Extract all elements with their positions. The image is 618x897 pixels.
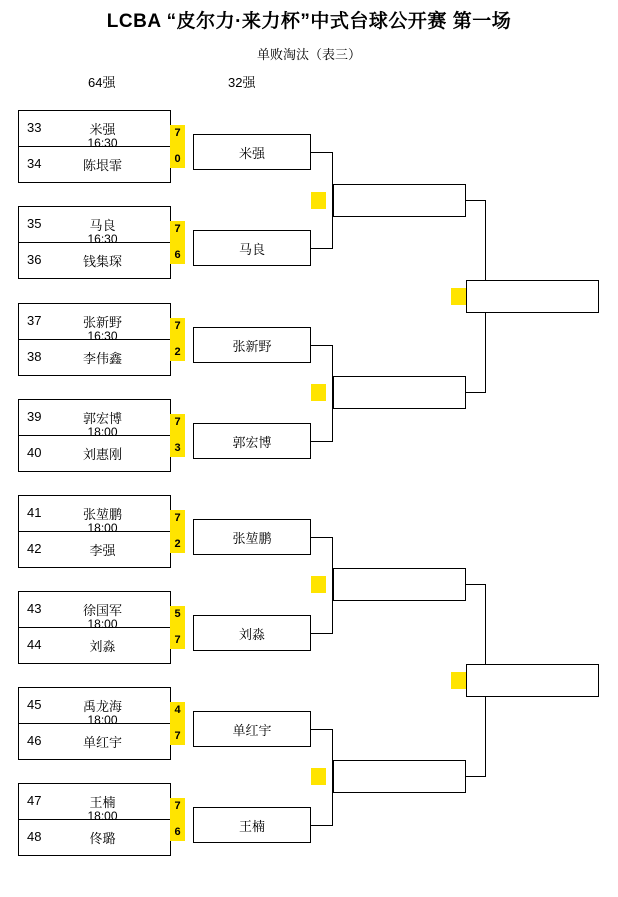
connector [466,200,486,201]
player-name: 刘淼 [89,639,116,654]
seed-number: 39 [27,409,42,424]
seed-number: 48 [27,829,42,844]
player-name: 刘惠刚 [82,447,122,462]
match-64-7[interactable] [18,687,171,760]
match-slot-bottom[interactable] [19,243,172,279]
match-64-2[interactable] [18,206,171,279]
player-name: 郭宏博 [232,435,272,450]
advance-marker [311,768,326,785]
column-header-64: 64强 [88,75,116,90]
score-box-6 [170,606,185,649]
match-time: 16:30 [87,136,118,150]
player-name: 单红宇 [232,723,272,738]
match-time: 18:00 [87,617,118,631]
match-slot-bottom[interactable] [19,147,172,183]
player-name: 佟璐 [89,831,116,846]
seed-number: 33 [27,120,42,135]
connector [311,633,333,634]
player-name: 王楠 [238,819,265,834]
player-name: 张新野 [82,315,122,330]
score-top: 7 [174,512,181,524]
player-name: 徐国军 [82,603,122,618]
advance-marker [311,192,326,209]
match-time: 18:00 [87,521,118,535]
match-16-3[interactable] [333,568,466,601]
column-header-32: 32强 [228,75,256,90]
score-bottom: 7 [174,634,181,646]
player-name: 米强 [89,122,116,137]
seed-number: 45 [27,697,42,712]
player-name: 王楠 [89,795,116,810]
match-16-2[interactable] [333,376,466,409]
score-box-5 [170,510,185,553]
match-16-1[interactable] [333,184,466,217]
connector [311,248,333,249]
score-box-8 [170,798,185,841]
player-name: 禹龙海 [82,699,122,714]
player-name: 张堃鹏 [82,507,122,522]
score-top: 7 [174,320,181,332]
player-name: 刘淼 [238,627,265,642]
score-bottom: 0 [174,153,181,165]
match-32-1[interactable] [193,134,311,170]
match-64-8[interactable] [18,783,171,856]
player-name: 单红宇 [82,735,122,750]
match-32-2[interactable] [193,230,311,266]
score-top: 7 [174,127,181,139]
match-32-7[interactable] [193,711,311,747]
seed-number: 34 [27,156,42,171]
player-name: 张新野 [232,339,272,354]
advance-marker [311,576,326,593]
score-top: 4 [174,704,181,716]
match-8-1[interactable] [466,280,599,313]
seed-number: 35 [27,216,42,231]
player-name: 马良 [238,242,265,257]
seed-number: 41 [27,505,42,520]
player-name: 米强 [238,146,265,161]
advance-marker [451,672,466,689]
player-name: 郭宏博 [82,411,122,426]
score-top: 7 [174,800,181,812]
player-name: 马良 [89,218,116,233]
score-box-2 [170,221,185,264]
score-bottom: 7 [174,730,181,742]
player-name: 张堃鹏 [232,531,272,546]
advance-marker [451,288,466,305]
score-bottom: 2 [174,538,181,550]
seed-number: 43 [27,601,42,616]
match-slot-bottom[interactable] [19,436,172,472]
seed-number: 36 [27,252,42,267]
score-box-7 [170,702,185,745]
match-32-6[interactable] [193,615,311,651]
match-64-3[interactable] [18,303,171,376]
connector [466,392,486,393]
match-32-4[interactable] [193,423,311,459]
player-name: 陈垠霏 [82,158,122,173]
page-subtitle: 单败淘汰（表三） [256,47,361,62]
score-top: 7 [174,416,181,428]
seed-number: 44 [27,637,42,652]
score-bottom: 2 [174,346,181,358]
match-slot-bottom[interactable] [19,532,172,568]
connector [311,441,333,442]
match-slot-bottom[interactable] [19,724,172,760]
connector [311,152,333,153]
seed-number: 47 [27,793,42,808]
match-64-6[interactable] [18,591,171,664]
player-name: 钱集琛 [82,254,122,269]
match-time: 18:00 [87,425,118,439]
match-time: 18:00 [87,809,118,823]
match-time: 18:00 [87,713,118,727]
seed-number: 42 [27,541,42,556]
match-64-1[interactable] [18,110,171,183]
score-top: 5 [174,608,181,620]
match-slot-bottom[interactable] [19,628,172,664]
score-bottom: 6 [174,826,181,838]
score-bottom: 6 [174,249,181,261]
connector [311,537,333,538]
connector [466,584,486,585]
seed-number: 37 [27,313,42,328]
advance-marker [311,384,326,401]
connector [311,345,333,346]
connector [311,729,333,730]
match-64-4[interactable] [18,399,171,472]
seed-number: 38 [27,349,42,364]
seed-number: 46 [27,733,42,748]
score-bottom: 3 [174,442,181,454]
match-8-2[interactable] [466,664,599,697]
match-slot-bottom[interactable] [19,820,172,856]
player-name: 李强 [89,543,116,558]
connector [466,776,486,777]
score-box-3 [170,318,185,361]
score-box-4 [170,414,185,457]
match-slot-bottom[interactable] [19,340,172,376]
page-title: LCBA “皮尔力·来力杯”中式台球公开赛 第一场 [106,11,512,32]
match-time: 16:30 [87,329,118,343]
match-16-4[interactable] [333,760,466,793]
connector [311,825,333,826]
match-32-5[interactable] [193,519,311,555]
player-name: 李伟鑫 [82,351,122,366]
match-64-5[interactable] [18,495,171,568]
score-top: 7 [174,223,181,235]
match-32-8[interactable] [193,807,311,843]
match-32-3[interactable] [193,327,311,363]
match-time: 16:30 [87,232,118,246]
seed-number: 40 [27,445,42,460]
score-box-1 [170,125,185,168]
